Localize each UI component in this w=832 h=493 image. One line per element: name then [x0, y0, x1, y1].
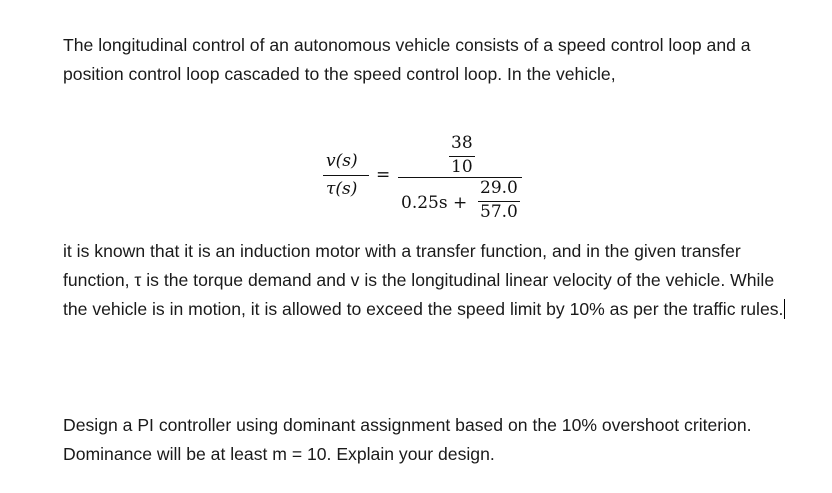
equals-sign: = [376, 165, 391, 185]
rhs-numerator-top: 38 [451, 133, 473, 153]
rhs-den-fraction-top: 29.0 [480, 178, 518, 198]
rhs-den-fraction-bottom: 57.0 [480, 202, 518, 222]
rhs-numerator-bottom: 10 [451, 157, 473, 177]
lhs-fraction-bar [323, 175, 369, 176]
body-paragraph [63, 237, 803, 324]
intro-paragraph: The longitudinal control of an autonomous vehicle consists of a speed control loop and a position control loop cascaded to the speed control loop. In the vehicle, [63, 35, 751, 84]
text-cursor [784, 299, 785, 319]
transfer-function-equation [0, 0, 832, 240]
lhs-denominator: τ(s) [326, 179, 358, 199]
body-text: it is known that it is an induction motor with a transfer function, and in the given transfer function, τ is the torque demand and v is the longitudinal linear velocity of the vehicle. While the vehicle is in motion, it is allowed to exceed the speed limit by 10% as per the traffic rules. [63, 241, 784, 319]
lhs-numerator: v(s) [326, 151, 358, 171]
rhs-denominator-term: 0.25s + [401, 193, 468, 213]
task-paragraph: Design a PI controller using dominant assignment based on the 10% overshoot criterion. Dominance will be at least m = 10. Explain your design. [63, 415, 752, 464]
